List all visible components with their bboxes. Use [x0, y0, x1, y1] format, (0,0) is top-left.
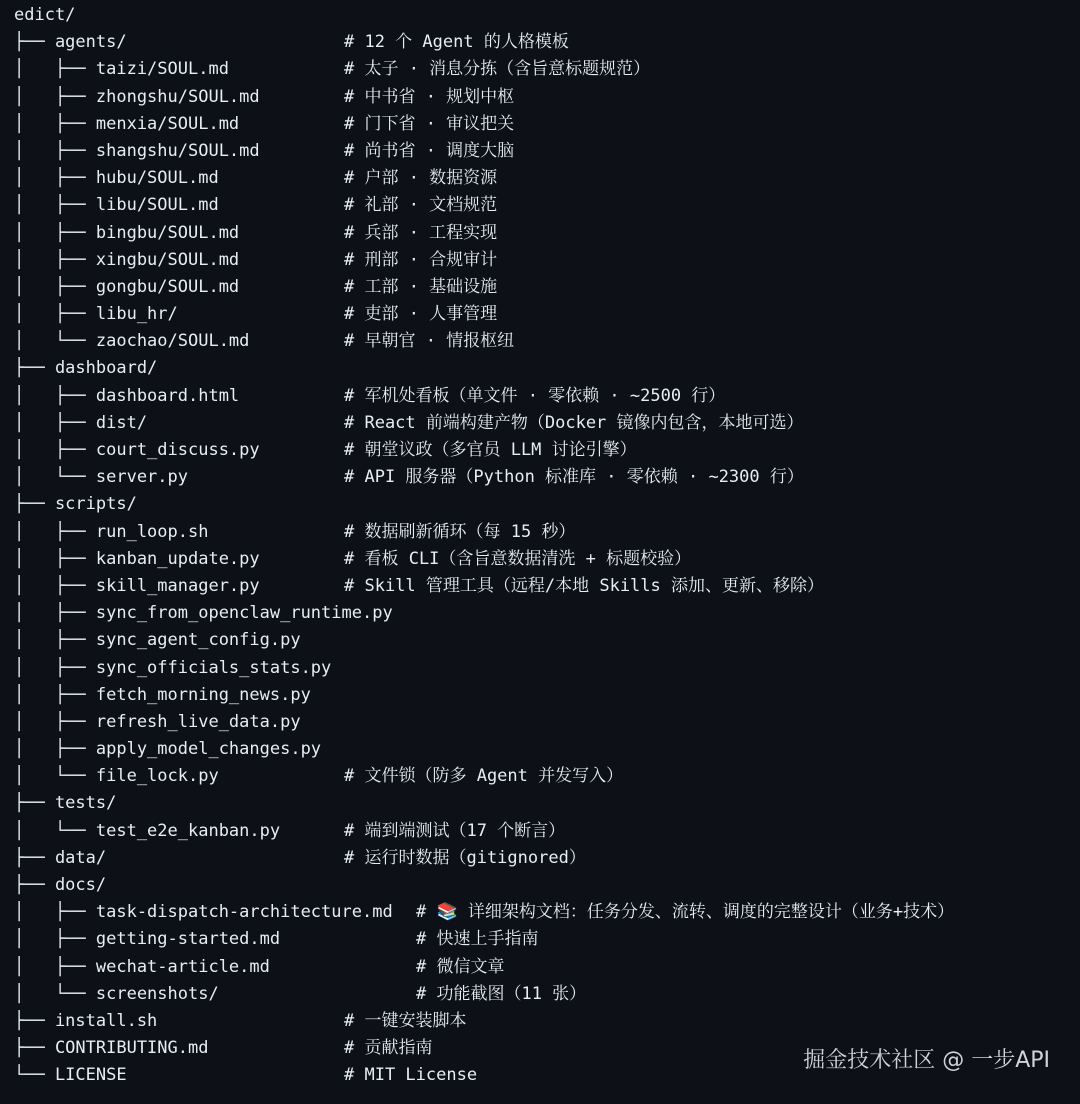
tree-line [14, 736, 393, 763]
tree-entry: │ ├── task-dispatch-architecture.md [14, 902, 393, 923]
tree-line [14, 818, 566, 845]
tree-line [14, 2, 393, 29]
tree-entry: │ └── server.py [14, 467, 188, 488]
tree-entry: │ ├── court_discuss.py [14, 440, 260, 460]
tree-entry: │ ├── kanban_update.py [14, 548, 260, 569]
tree-entry: │ ├── hubu/SOUL.md [14, 168, 219, 189]
tree-line [14, 709, 393, 736]
tree-entry: │ ├── wechat-article.md [14, 956, 270, 977]
tree-entry: ├── install.sh [14, 1010, 158, 1031]
tree-comment: # 数据刷新循环（每 15 秒） [344, 521, 576, 542]
tree-entry: ├── data/ [14, 847, 107, 868]
tree-comment: # 📚 详细架构文档：任务分发、流转、调度的完整设计（业务+技术） [416, 902, 955, 923]
tree-entry: │ ├── dashboard.html [14, 385, 240, 406]
tree-line [14, 247, 498, 274]
tree-entry: │ ├── zhongshu/SOUL.md [14, 86, 260, 107]
tree-comment: # 兵部 · 工程实现 [344, 222, 498, 243]
tree-entry: │ ├── taizi/SOUL.md [14, 59, 229, 80]
tree-entry: └── LICENSE [14, 1065, 127, 1086]
tree-line [14, 301, 498, 328]
tree-line [14, 355, 393, 382]
tree-line [14, 29, 569, 56]
tree-comment: # 端到端测试（17 个断言） [344, 820, 566, 841]
tree-line [14, 56, 651, 83]
tree-comment: # 微信文章 [416, 956, 505, 977]
tree-line [14, 464, 804, 491]
tree-line [14, 763, 624, 790]
tree-comment: # API 服务器（Python 标准库 · 零依赖 · ~2300 行） [344, 467, 804, 488]
tree-comment: # 户部 · 数据资源 [344, 168, 498, 189]
tree-entry: │ ├── getting-started.md [14, 929, 281, 950]
tree-comment: # MIT License [344, 1065, 478, 1086]
tree-comment: # React 前端构建产物（Docker 镜像内包含，本地可选） [344, 412, 804, 433]
tree-line [14, 600, 393, 627]
tree-entry: │ ├── xingbu/SOUL.md [14, 249, 240, 270]
tree-line [14, 192, 498, 219]
tree-entry: │ └── zaochao/SOUL.md [14, 331, 250, 352]
tree-line [14, 383, 726, 410]
tree-line [14, 899, 955, 926]
tree-comment: # 门下省 · 审议把关 [344, 113, 515, 134]
tree-line [14, 573, 824, 600]
tree-entry: ├── scripts/ [14, 494, 137, 515]
tree-entry: ├── CONTRIBUTING.md [14, 1038, 209, 1059]
tree-line [14, 519, 576, 546]
tree-comment: # Skill 管理工具（远程/本地 Skills 添加、更新、移除） [344, 575, 824, 596]
tree-entry: ├── agents/ [14, 32, 127, 53]
tree-line [14, 111, 515, 138]
tree-entry: edict/ [14, 5, 76, 25]
tree-line [14, 274, 498, 301]
tree-line [14, 682, 393, 709]
tree-comment: # 一键安装脚本 [344, 1010, 467, 1031]
tree-entry: │ ├── dist/ [14, 412, 148, 433]
tree-comment: # 快速上手指南 [416, 929, 539, 950]
tree-entry: │ ├── libu/SOUL.md [14, 195, 219, 216]
tree-line [14, 627, 393, 654]
tree-comment: # 军机处看板（单文件 · 零依赖 · ~2500 行） [344, 385, 726, 406]
tree-entry: │ ├── refresh_live_data.py [14, 711, 301, 732]
tree-comment: # 礼部 · 文档规范 [344, 195, 498, 216]
tree-comment: # 尚书省 · 调度大脑 [344, 140, 515, 161]
tree-line [14, 981, 587, 1008]
tree-entry: │ ├── skill_manager.py [14, 575, 260, 596]
tree-entry: │ └── screenshots/ [14, 983, 219, 1004]
tree-entry: │ ├── gongbu/SOUL.md [14, 276, 240, 297]
watermark: 掘金技术社区 @ 一步API [803, 1048, 1050, 1073]
tree-entry: ├── tests/ [14, 793, 117, 814]
tree-comment: # 朝堂议政（多官员 LLM 讨论引擎） [344, 440, 637, 460]
tree-entry: ├── docs/ [14, 875, 107, 895]
tree-line [14, 220, 498, 247]
tree-comment: # 12 个 Agent 的人格模板 [344, 32, 569, 53]
tree-line [14, 546, 692, 573]
tree-comment: # 文件锁（防多 Agent 并发写入） [344, 766, 624, 787]
tree-line [14, 954, 505, 981]
tree-line [14, 84, 515, 111]
tree-line [14, 790, 393, 817]
tree-line [14, 926, 539, 953]
tree-entry: │ └── file_lock.py [14, 766, 219, 787]
tree-entry: │ ├── sync_officials_stats.py [14, 657, 332, 678]
tree-comment: # 运行时数据（gitignored） [344, 847, 586, 868]
tree-line [14, 138, 515, 165]
tree-line [14, 872, 393, 899]
tree-entry: │ ├── sync_from_openclaw_runtime.py [14, 603, 393, 624]
tree-line [14, 1035, 433, 1062]
tree-entry: │ ├── menxia/SOUL.md [14, 113, 240, 134]
tree-line [14, 410, 804, 437]
tree-entry: │ ├── shangshu/SOUL.md [14, 140, 260, 161]
tree-entry: ├── dashboard/ [14, 358, 158, 379]
tree-entry: │ ├── libu_hr/ [14, 304, 178, 325]
tree-entry: │ └── test_e2e_kanban.py [14, 820, 281, 841]
tree-comment: # 功能截图（11 张） [416, 983, 587, 1004]
tree-line [14, 1062, 478, 1089]
tree-comment: # 工部 · 基础设施 [344, 276, 498, 297]
tree-line [14, 1008, 467, 1035]
tree-line [14, 328, 515, 355]
tree-entry: │ ├── run_loop.sh [14, 521, 209, 542]
tree-entry: │ ├── sync_agent_config.py [14, 630, 301, 651]
tree-entry: │ ├── fetch_morning_news.py [14, 684, 311, 705]
tree-line [14, 655, 393, 682]
tree-entry: │ ├── bingbu/SOUL.md [14, 222, 240, 243]
tree-line [14, 165, 498, 192]
tree-comment: # 中书省 · 规划中枢 [344, 86, 515, 107]
tree-comment: # 早朝官 · 情报枢纽 [344, 331, 515, 352]
tree-line [14, 491, 393, 518]
tree-comment: # 吏部 · 人事管理 [344, 304, 498, 325]
tree-comment: # 刑部 · 合规审计 [344, 249, 498, 270]
tree-entry: │ ├── apply_model_changes.py [14, 739, 322, 760]
tree-comment: # 太子 · 消息分拣（含旨意标题规范） [344, 59, 651, 80]
tree-line [14, 845, 586, 872]
tree-comment: # 贡献指南 [344, 1038, 433, 1059]
tree-line [14, 437, 637, 464]
tree-comment: # 看板 CLI（含旨意数据清洗 + 标题校验） [344, 548, 692, 569]
